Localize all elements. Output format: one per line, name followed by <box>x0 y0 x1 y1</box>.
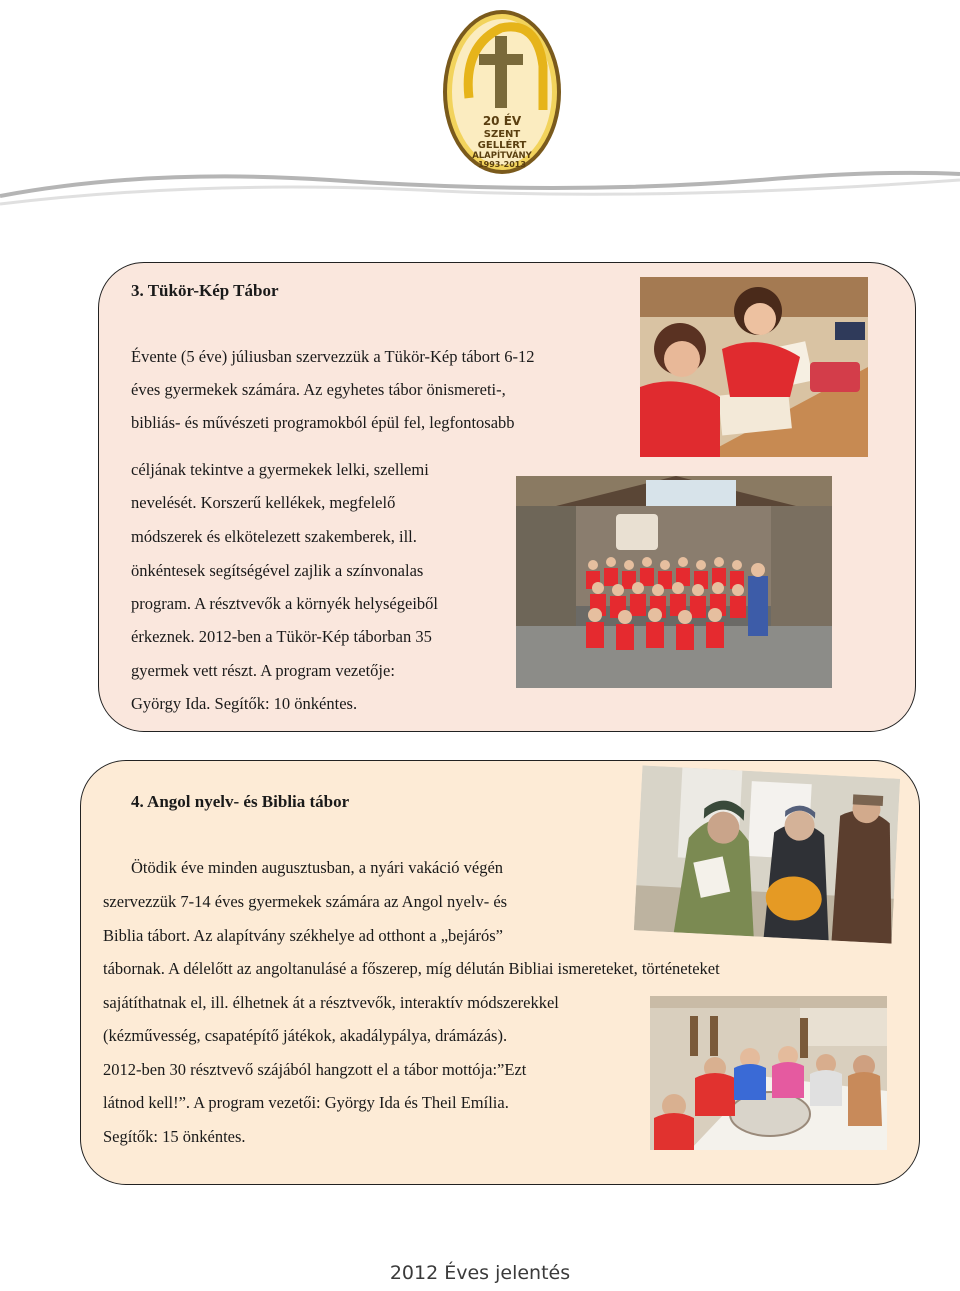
section-3-text-line: Évente (5 éve) júliusban szervezzük a Tükör-Kép tábort 6-12 <box>131 347 535 366</box>
section-4-text-line: Ötödik éve minden augusztusban, a nyári vakáció végén <box>131 858 504 877</box>
logo-text-1: 20 ÉV <box>482 114 522 128</box>
section-4-text-line: (kézművesség, csapatépítő játékok, akadálypálya, drámázás). <box>103 1026 508 1045</box>
section-3-text-line: György Ida. Segítők: 10 önkéntes. <box>131 694 358 713</box>
logo-text-5: 1993-2013 <box>478 160 526 169</box>
section-3-text-line: bibliás- és művészeti programokból épül fel, legfontosabb <box>131 413 515 432</box>
section-4-text-line: 2012-ben 30 résztvevő szájából hangzott el a tábor mottója:”Ezt <box>103 1060 527 1079</box>
logo-text-4: ALAPÍTVÁNY <box>472 151 532 161</box>
photo-kids-board-game <box>650 996 887 1150</box>
logo-text-3: GELLÉRT <box>477 140 527 151</box>
section-3-text-line: érkeznek. 2012-ben a Tükör-Kép táborban 35 <box>131 627 432 646</box>
section-3-text-line: éves gyermekek számára. Az egyhetes tábor önismereti-, <box>131 380 506 399</box>
section-4-text-line: Segítők: 15 önkéntes. <box>103 1127 246 1146</box>
logo-text-2: SZENT <box>483 129 521 140</box>
section-4-text-line: látnod kell!”. A program vezetői: György Ida és Theil Emília. <box>103 1093 509 1112</box>
photo-bible-drama <box>634 765 900 943</box>
section-4-text-line: tábornak. A délelőtt az angoltanulásé a főszerep, míg délután Bibliai ismereteket, történeteket <box>103 959 720 978</box>
section-4-text-line: Biblia tábort. Az alapítvány székhelye ad otthont a „bejárós” <box>103 926 503 945</box>
page-footer: 2012 Éves jelentés <box>389 1262 571 1284</box>
section-4-text-line: szervezzük 7-14 éves gyermekek számára az Angol nyelv- és <box>103 892 508 911</box>
section-3-heading: 3. Tükör-Kép Tábor <box>131 281 279 300</box>
section-4-text-line: sajátíthatnak el, ill. élhetnek át a résztvevők, interaktív módszerekkel <box>103 993 559 1012</box>
section-3-text-line: önkéntesek segítségével zajlik a színvonalas <box>131 561 424 580</box>
section-3-text-line: módszerek és elkötelezett szakemberek, ill. <box>131 527 417 546</box>
section-3-text-line: céljának tekintve a gyermekek lelki, szellemi <box>131 460 429 479</box>
section-3-text-line: nevelését. Korszerű kellékek, megfelelő <box>131 493 396 512</box>
photo-girls-drawing <box>640 277 868 457</box>
section-3-text-line: gyermek vett részt. A program vezetője: <box>131 661 395 680</box>
section-4-heading: 4. Angol nyelv- és Biblia tábor <box>131 792 350 811</box>
section-3-text-line: program. A résztvevők a környék helységeiből <box>131 594 438 613</box>
photo-camp-group <box>516 476 832 688</box>
header-wave-decoration <box>0 150 960 220</box>
